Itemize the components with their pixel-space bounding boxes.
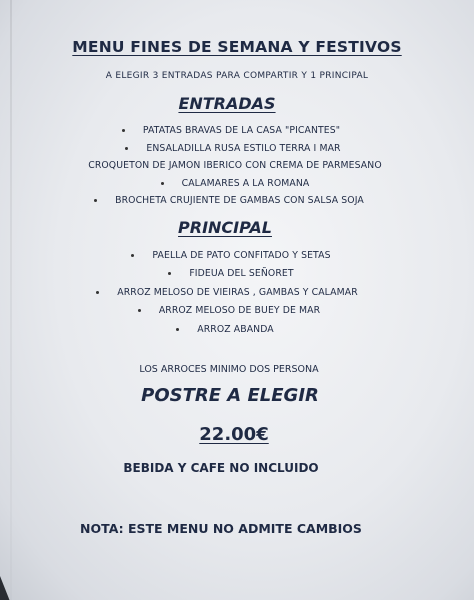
- principal-item: ARROZ MELOSO DE BUEY DE MAR: [0, 305, 466, 316]
- entradas-item: CROQUETON DE JAMON IBERICO CON CREMA DE PARMESANO: [88, 160, 382, 171]
- menu-title: MENU FINES DE SEMANA Y FESTIVOS: [72, 38, 402, 56]
- entradas-item: CALAMARES A LA ROMANA: [0, 178, 472, 189]
- menu-subtitle: A ELEGIR 3 ENTRADAS PARA COMPARTIR Y 1 PRINCIPAL: [105, 71, 369, 81]
- principal-item: PAELLA DE PATO CONFITADO Y SETAS: [0, 250, 468, 261]
- principal-heading: PRINCIPAL: [178, 218, 272, 237]
- principal-item: ARROZ ABANDA: [0, 324, 462, 335]
- principal-item: ARROZ MELOSO DE VIEIRAS , GAMBAS Y CALAMAR: [0, 287, 464, 298]
- drinks-note: BEBIDA Y CAFE NO INCLUIDO: [123, 461, 319, 475]
- entradas-heading: ENTRADAS: [178, 94, 276, 113]
- dessert-heading: POSTRE A ELEGIR: [141, 385, 319, 406]
- principal-item: FIDEUA DEL SEÑORET: [0, 268, 468, 279]
- menu-price: 22.00€: [199, 424, 269, 445]
- paper-fold: [10, 0, 12, 600]
- entradas-item: ENSALADILLA RUSA ESTILO TERRA I MAR: [0, 143, 470, 154]
- entradas-item: PATATAS BRAVAS DE LA CASA "PICANTES": [0, 125, 468, 136]
- entradas-item: BROCHETA CRUJIENTE DE GAMBAS CON SALSA SOJA: [0, 195, 466, 206]
- menu-footnote: NOTA: ESTE MENU NO ADMITE CAMBIOS: [80, 521, 362, 536]
- rice-note: LOS ARROCES MINIMO DOS PERSONA: [139, 364, 319, 375]
